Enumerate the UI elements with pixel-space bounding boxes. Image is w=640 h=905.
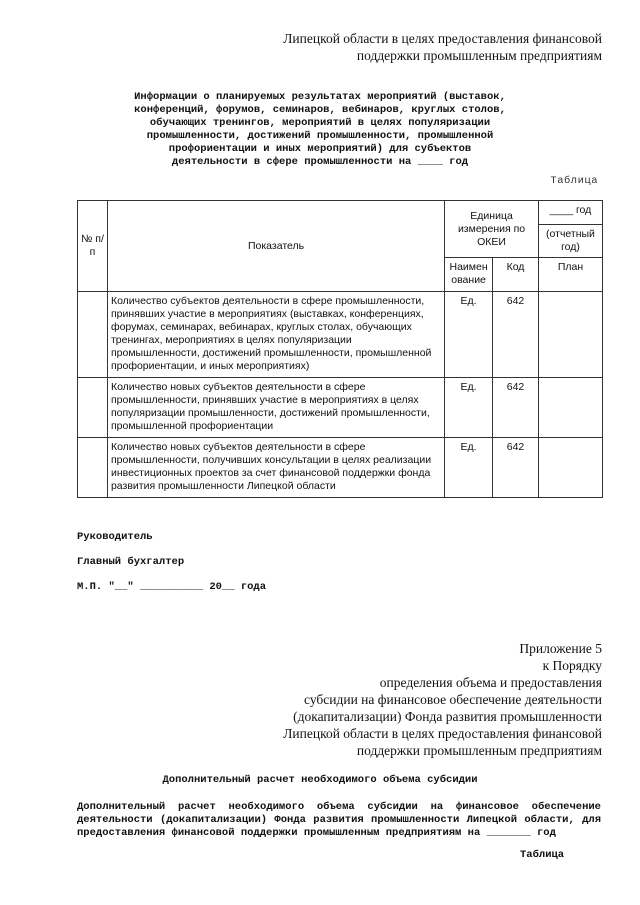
signature-block xyxy=(77,531,266,606)
table-row xyxy=(78,378,603,438)
row-unit: Ед. xyxy=(445,438,493,498)
appendix-line: Липецкой области в целях предоставления финансовой xyxy=(283,726,602,741)
appendix-line: определения объема и предоставления xyxy=(379,675,602,690)
appendix-line: (докапитализации) Фонда развития промышленности xyxy=(293,709,602,724)
info-title-line: конференций, форумов, семинаров, вебинаров, круглых столов, xyxy=(134,104,506,116)
appendix-line: к Порядку xyxy=(542,658,602,673)
col-year-note: (отчетный год) xyxy=(538,225,602,258)
row-code: 642 xyxy=(493,438,539,498)
row-indicator: Количество новых субъектов деятельности в сфере промышленности, получивших консультации в целях реализации инвестиционных проектов за счет финансовой поддержки фонда развития промышленности Липецкой области xyxy=(107,438,444,498)
col-unit-code-header: Код xyxy=(493,258,539,292)
info-title-line: деятельности в сфере промышленности на ____ год xyxy=(171,156,469,168)
accountant-signature-label: Главный бухгалтер xyxy=(77,556,185,568)
appendix-line: субсидии на финансовое обеспечение деятельности xyxy=(304,692,602,707)
appendix-header xyxy=(102,640,602,759)
table-label: Таблица xyxy=(520,849,565,861)
calc-title: Дополнительный расчет необходимого объема субсидии xyxy=(162,774,478,786)
table-row xyxy=(78,438,603,498)
table-row xyxy=(78,292,603,378)
results-table xyxy=(77,200,603,498)
row-plan xyxy=(538,378,602,438)
info-title-line: обучающих тренингов, мероприятий в целях популяризации xyxy=(149,117,491,129)
row-indicator: Количество субъектов деятельности в сфере промышленности, принявших участие в мероприятиях (выставках, конференциях, форумах, семинарах, вебинарах, круглых столах, обучающих тренингах, мероприятиях в целях популяризации промышленности, достижений промышленности, промышленной профориентации, и иных мероприятиях) xyxy=(107,292,444,378)
stamp-date-line: М.П. "__" __________ 20__ года xyxy=(77,581,267,593)
header-line: Липецкой области в целях предоставления финансовой xyxy=(283,31,602,46)
row-num xyxy=(78,378,108,438)
row-code: 642 xyxy=(493,292,539,378)
row-num xyxy=(78,438,108,498)
col-indicator-header: Показатель xyxy=(107,201,444,292)
row-code: 642 xyxy=(493,378,539,438)
row-plan xyxy=(538,292,602,378)
row-indicator: Количество новых субъектов деятельности в сфере промышленности, принявших участие в мероприятиях в целях популяризации промышленности, достижений промышленности, промышленной профориентации xyxy=(107,378,444,438)
appendix-line: поддержки промышленным предприятиям xyxy=(356,743,602,758)
appendix-line: Приложение 5 xyxy=(519,641,602,656)
info-title-line: промышленности, достижений промышленности, промышленной xyxy=(146,130,494,142)
table-label: Таблица xyxy=(550,175,598,187)
header-org-text xyxy=(102,30,602,64)
col-unit-name-header: Наименование xyxy=(445,258,493,292)
row-unit: Ед. xyxy=(445,292,493,378)
info-title-line: профориентации и иных мероприятий) для субъектов xyxy=(168,143,472,155)
info-title-line: Информации о планируемых результатах мероприятий (выставок, xyxy=(134,91,506,103)
row-unit: Ед. xyxy=(445,378,493,438)
row-plan xyxy=(538,438,602,498)
calc-text: Дополнительный расчет необходимого объема субсидии на финансовое обеспечение деятельности (докапитализации) Фонда развития промышленности Липецкой области, для предоставления финансовой поддержки промышленным предприятиям на _______ год xyxy=(77,801,601,839)
header-line: поддержки промышленным предприятиям xyxy=(356,48,602,63)
col-unit-group-header: Единица измерения по ОКЕИ xyxy=(445,201,539,258)
col-num-header: № п/п xyxy=(78,201,108,292)
info-title xyxy=(100,91,540,169)
head-signature-label: Руководитель xyxy=(77,531,153,543)
row-num xyxy=(78,292,108,378)
col-plan-header: План xyxy=(538,258,602,292)
col-year-header: ____ год xyxy=(538,201,602,225)
